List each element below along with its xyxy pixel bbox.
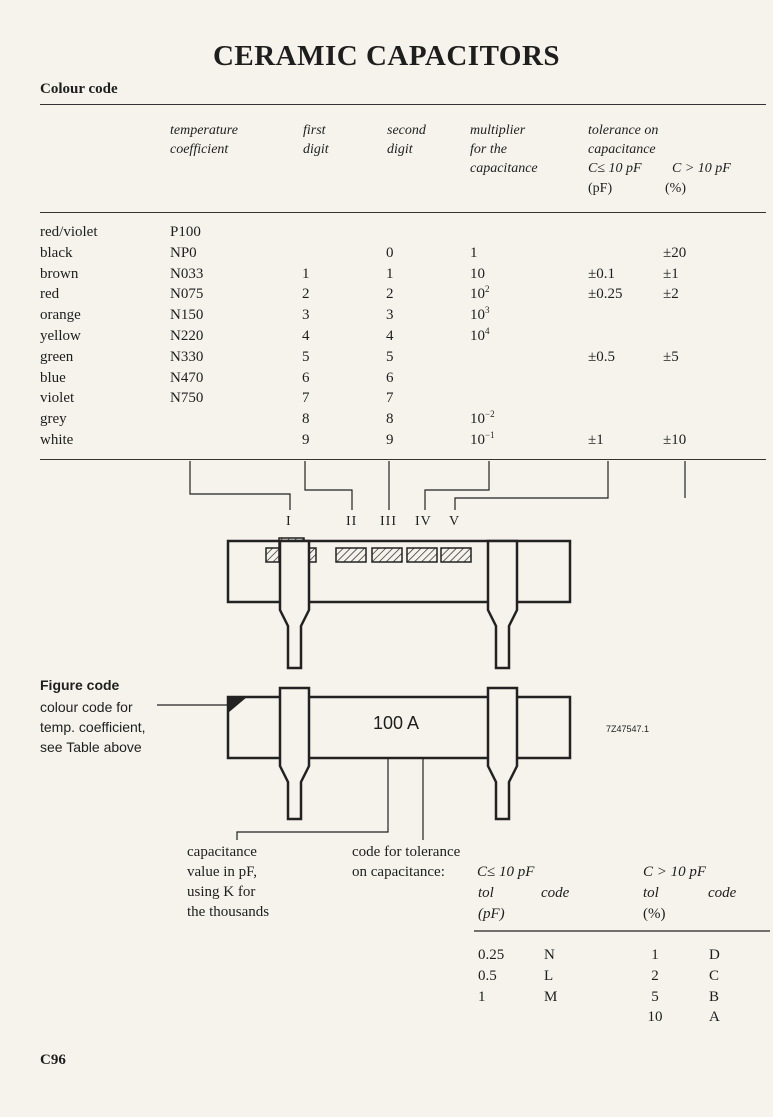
first-digit: 6 (302, 369, 310, 386)
colour-name: black (40, 244, 73, 261)
tol-gt-code: A (709, 1009, 720, 1026)
temp-coefficient-note: colour code for temp. coefficient, see Table above (40, 699, 146, 755)
tolerance-pct: ±1 (663, 265, 679, 282)
tol-le-code: N (544, 947, 555, 963)
section-heading: Colour code (40, 81, 118, 97)
colour-name: grey (40, 411, 67, 428)
tol-code-gt-code: code (708, 885, 737, 901)
second-digit: 0 (386, 244, 394, 261)
colour-name: red/violet (40, 224, 98, 240)
band-connector-lines (190, 461, 685, 510)
tol-code-le-code: code (541, 885, 570, 901)
second-digit: 1 (386, 265, 394, 282)
multiplier: 1 (470, 244, 478, 261)
band-label-5: V (449, 514, 461, 529)
first-digit: 2 (302, 286, 310, 303)
colour-name: red (40, 286, 60, 303)
tol-gt-code: B (709, 988, 720, 1005)
temp-coefficient: N075 (170, 286, 204, 303)
temp-coefficient: N470 (170, 369, 204, 386)
header-tolerance: tolerance on capacitance (588, 123, 659, 157)
multiplier: $10^2$ (470, 284, 490, 303)
colour-code-capacitor (228, 538, 570, 668)
multiplier: $10^3$ (470, 305, 490, 324)
band-label-2: II (346, 514, 358, 529)
header-tol-pct-unit: (%) (665, 181, 686, 196)
header-first-digit: first digit (303, 123, 329, 157)
tol-gt-codes (709, 945, 720, 1028)
first-digit: 5 (302, 348, 310, 365)
tol-code-gt-header: C > 10 pF (643, 864, 707, 880)
band-label-3: III (380, 514, 397, 529)
tolerance-caption: code for tolerance on capacitance: (352, 844, 461, 880)
figure-code-heading: Figure code (40, 677, 120, 693)
tolerance-pct: ±2 (663, 286, 679, 303)
colour-name: orange (40, 307, 81, 324)
second-digit: 8 (386, 411, 394, 428)
colour-name: green (40, 348, 74, 365)
tol-gt-value: 10 (647, 1009, 663, 1026)
first-digit: 1 (302, 265, 310, 282)
band-label-1: I (286, 514, 292, 529)
second-digit: 9 (386, 431, 394, 448)
tol-gt-code: C (709, 967, 720, 984)
header-tol-le: C≤ 10 pF (588, 161, 642, 176)
tol-code-pf-unit: (pF) (478, 906, 505, 922)
page-number: C96 (40, 1052, 66, 1068)
tol-code-le-header: C≤ 10 pF (477, 864, 535, 880)
tol-code-pct-unit: (%) (643, 906, 666, 922)
header-multiplier: multiplier for the capacitance (470, 123, 538, 176)
multiplier-exponent: 4 (485, 325, 490, 336)
tol-gt-values (645, 945, 665, 1028)
header-tol-gt: C > 10 pF (672, 161, 731, 176)
tol-gt-code: D (709, 947, 720, 963)
first-digit: 9 (302, 431, 310, 448)
multiplier: $10^4$ (470, 325, 490, 344)
capacitance-caption: capacitance value in pF, using K for the thousands (187, 844, 270, 920)
multiplier: $10^{-1}$ (470, 429, 495, 448)
tolerance-pf: ±1 (588, 431, 604, 448)
multiplier-exponent: −2 (485, 409, 495, 420)
tol-le-value: 1 (478, 988, 486, 1005)
tol-le-values (478, 945, 504, 1007)
multiplier: $10^{-2}$ (470, 409, 495, 428)
tol-le-code: L (544, 967, 554, 984)
colour-name: yellow (40, 327, 81, 344)
second-digit: 2 (386, 286, 394, 303)
tol-le-code: M (544, 988, 558, 1005)
tol-le-codes (544, 945, 557, 1007)
first-digit: 8 (302, 411, 310, 428)
second-digit: 3 (386, 307, 394, 324)
temp-coefficient: N033 (170, 265, 204, 282)
header-temp-coefficient: temperature coefficient (170, 123, 238, 157)
tol-gt-value: 5 (651, 988, 659, 1005)
temp-coefficient: N150 (170, 307, 204, 324)
colour-name: brown (40, 265, 79, 282)
second-digit: 7 (386, 390, 394, 407)
colour-name: violet (40, 390, 75, 407)
tol-gt-value: 1 (651, 947, 659, 963)
tol-le-value: 0.25 (478, 947, 505, 963)
tolerance-pct: ±10 (663, 431, 687, 448)
capacitor-marking: 100 A (373, 713, 420, 733)
tol-code-gt-tol: tol (643, 885, 659, 901)
multiplier-exponent: 2 (485, 284, 490, 295)
tolerance-pf: ±0.5 (588, 348, 615, 365)
first-digit: 3 (302, 307, 310, 324)
figure-code-leaders (237, 758, 430, 840)
second-digit: 4 (386, 327, 394, 344)
temp-coefficient: N330 (170, 348, 204, 365)
header-second-digit: second digit (387, 123, 426, 157)
drawing-reference: 7Z47547.1 (606, 724, 650, 734)
multiplier-exponent: −1 (485, 429, 495, 440)
figure-code-capacitor (157, 688, 570, 819)
first-digit: 4 (302, 327, 310, 344)
tolerance-pf: ±0.1 (588, 265, 615, 282)
multiplier: 10 (470, 265, 485, 282)
colour-name: blue (40, 369, 66, 386)
tolerance-pf: ±0.25 (588, 286, 623, 303)
tolerance-pct: ±20 (663, 244, 687, 261)
multiplier-exponent: 3 (485, 305, 490, 316)
temp-coefficient: N750 (170, 390, 204, 407)
second-digit: 6 (386, 369, 394, 386)
band-label-4: IV (415, 514, 432, 529)
tol-code-le-tol: tol (478, 885, 494, 901)
tol-le-value: 0.5 (478, 967, 497, 984)
temp-coefficient: N220 (170, 327, 204, 344)
header-tol-pf-unit: (pF) (588, 181, 613, 196)
first-digit: 7 (302, 390, 310, 407)
colour-name: white (40, 431, 74, 448)
temp-coefficient: NP0 (170, 244, 197, 261)
temp-coefficient: P100 (170, 224, 201, 240)
page-title: CERAMIC CAPACITORS (212, 40, 561, 72)
tolerance-pct: ±5 (663, 348, 679, 365)
second-digit: 5 (386, 348, 394, 365)
tol-gt-value: 2 (651, 967, 659, 984)
